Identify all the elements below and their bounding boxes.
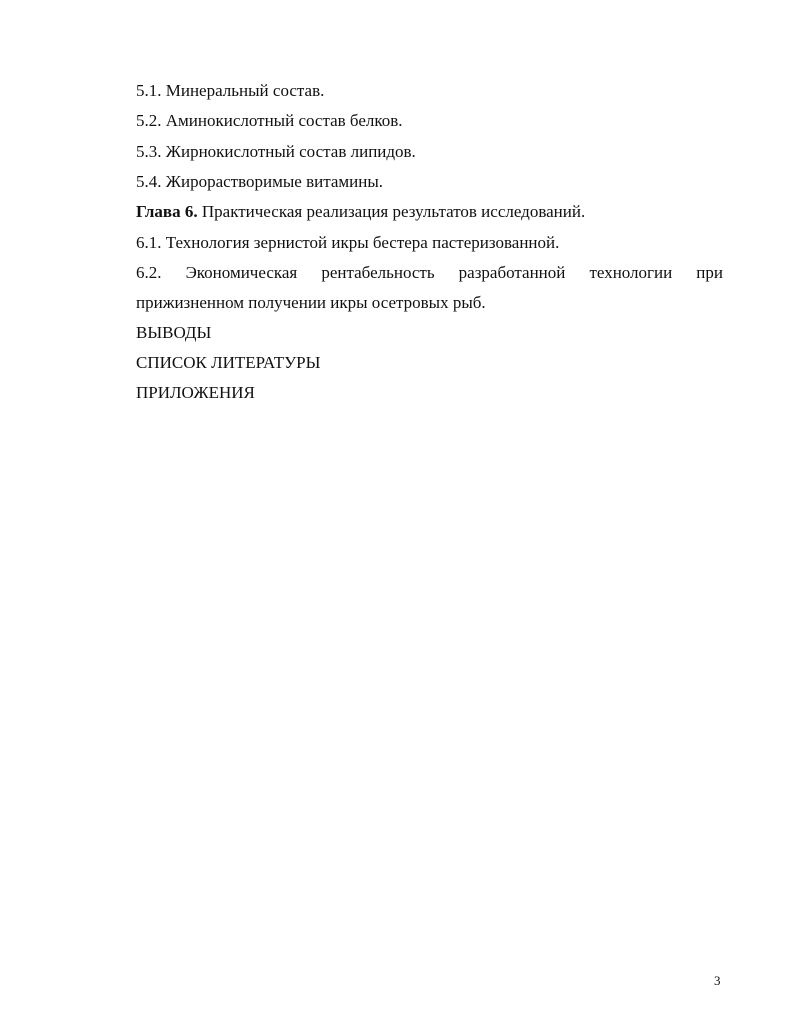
toc-item-5-4: 5.4. Жирорастворимые витамины. (136, 172, 384, 191)
toc-item-6-2 (136, 263, 723, 283)
word: разработанной (458, 263, 566, 282)
toc-references: СПИСОК ЛИТЕРАТУРЫ (136, 353, 321, 372)
toc-appendices: ПРИЛОЖЕНИЯ (136, 383, 255, 402)
word: 6.2. (136, 263, 162, 282)
toc-item-5-3: 5.3. Жирнокислотный состав липидов. (136, 142, 416, 161)
word: при (696, 263, 723, 282)
toc-item-6-2-cont: прижизненном получении икры осетровых рыб. (136, 293, 486, 312)
toc-conclusions: ВЫВОДЫ (136, 323, 212, 342)
page-number: 3 (714, 973, 721, 988)
chapter-label: Глава 6. (136, 202, 198, 221)
toc-item-6-1: 6.1. Технология зернистой икры бестера пастеризованной. (136, 233, 560, 252)
word: рентабельность (321, 263, 435, 282)
toc-item-5-1: 5.1. Минеральный состав. (136, 81, 325, 100)
chapter-title: Практическая реализация результатов исследований. (197, 202, 586, 221)
word: Экономическая (185, 263, 298, 282)
word: технологии (589, 263, 673, 282)
toc-chapter-6 (136, 202, 585, 222)
toc-item-5-2: 5.2. Аминокислотный состав белков. (136, 111, 403, 130)
